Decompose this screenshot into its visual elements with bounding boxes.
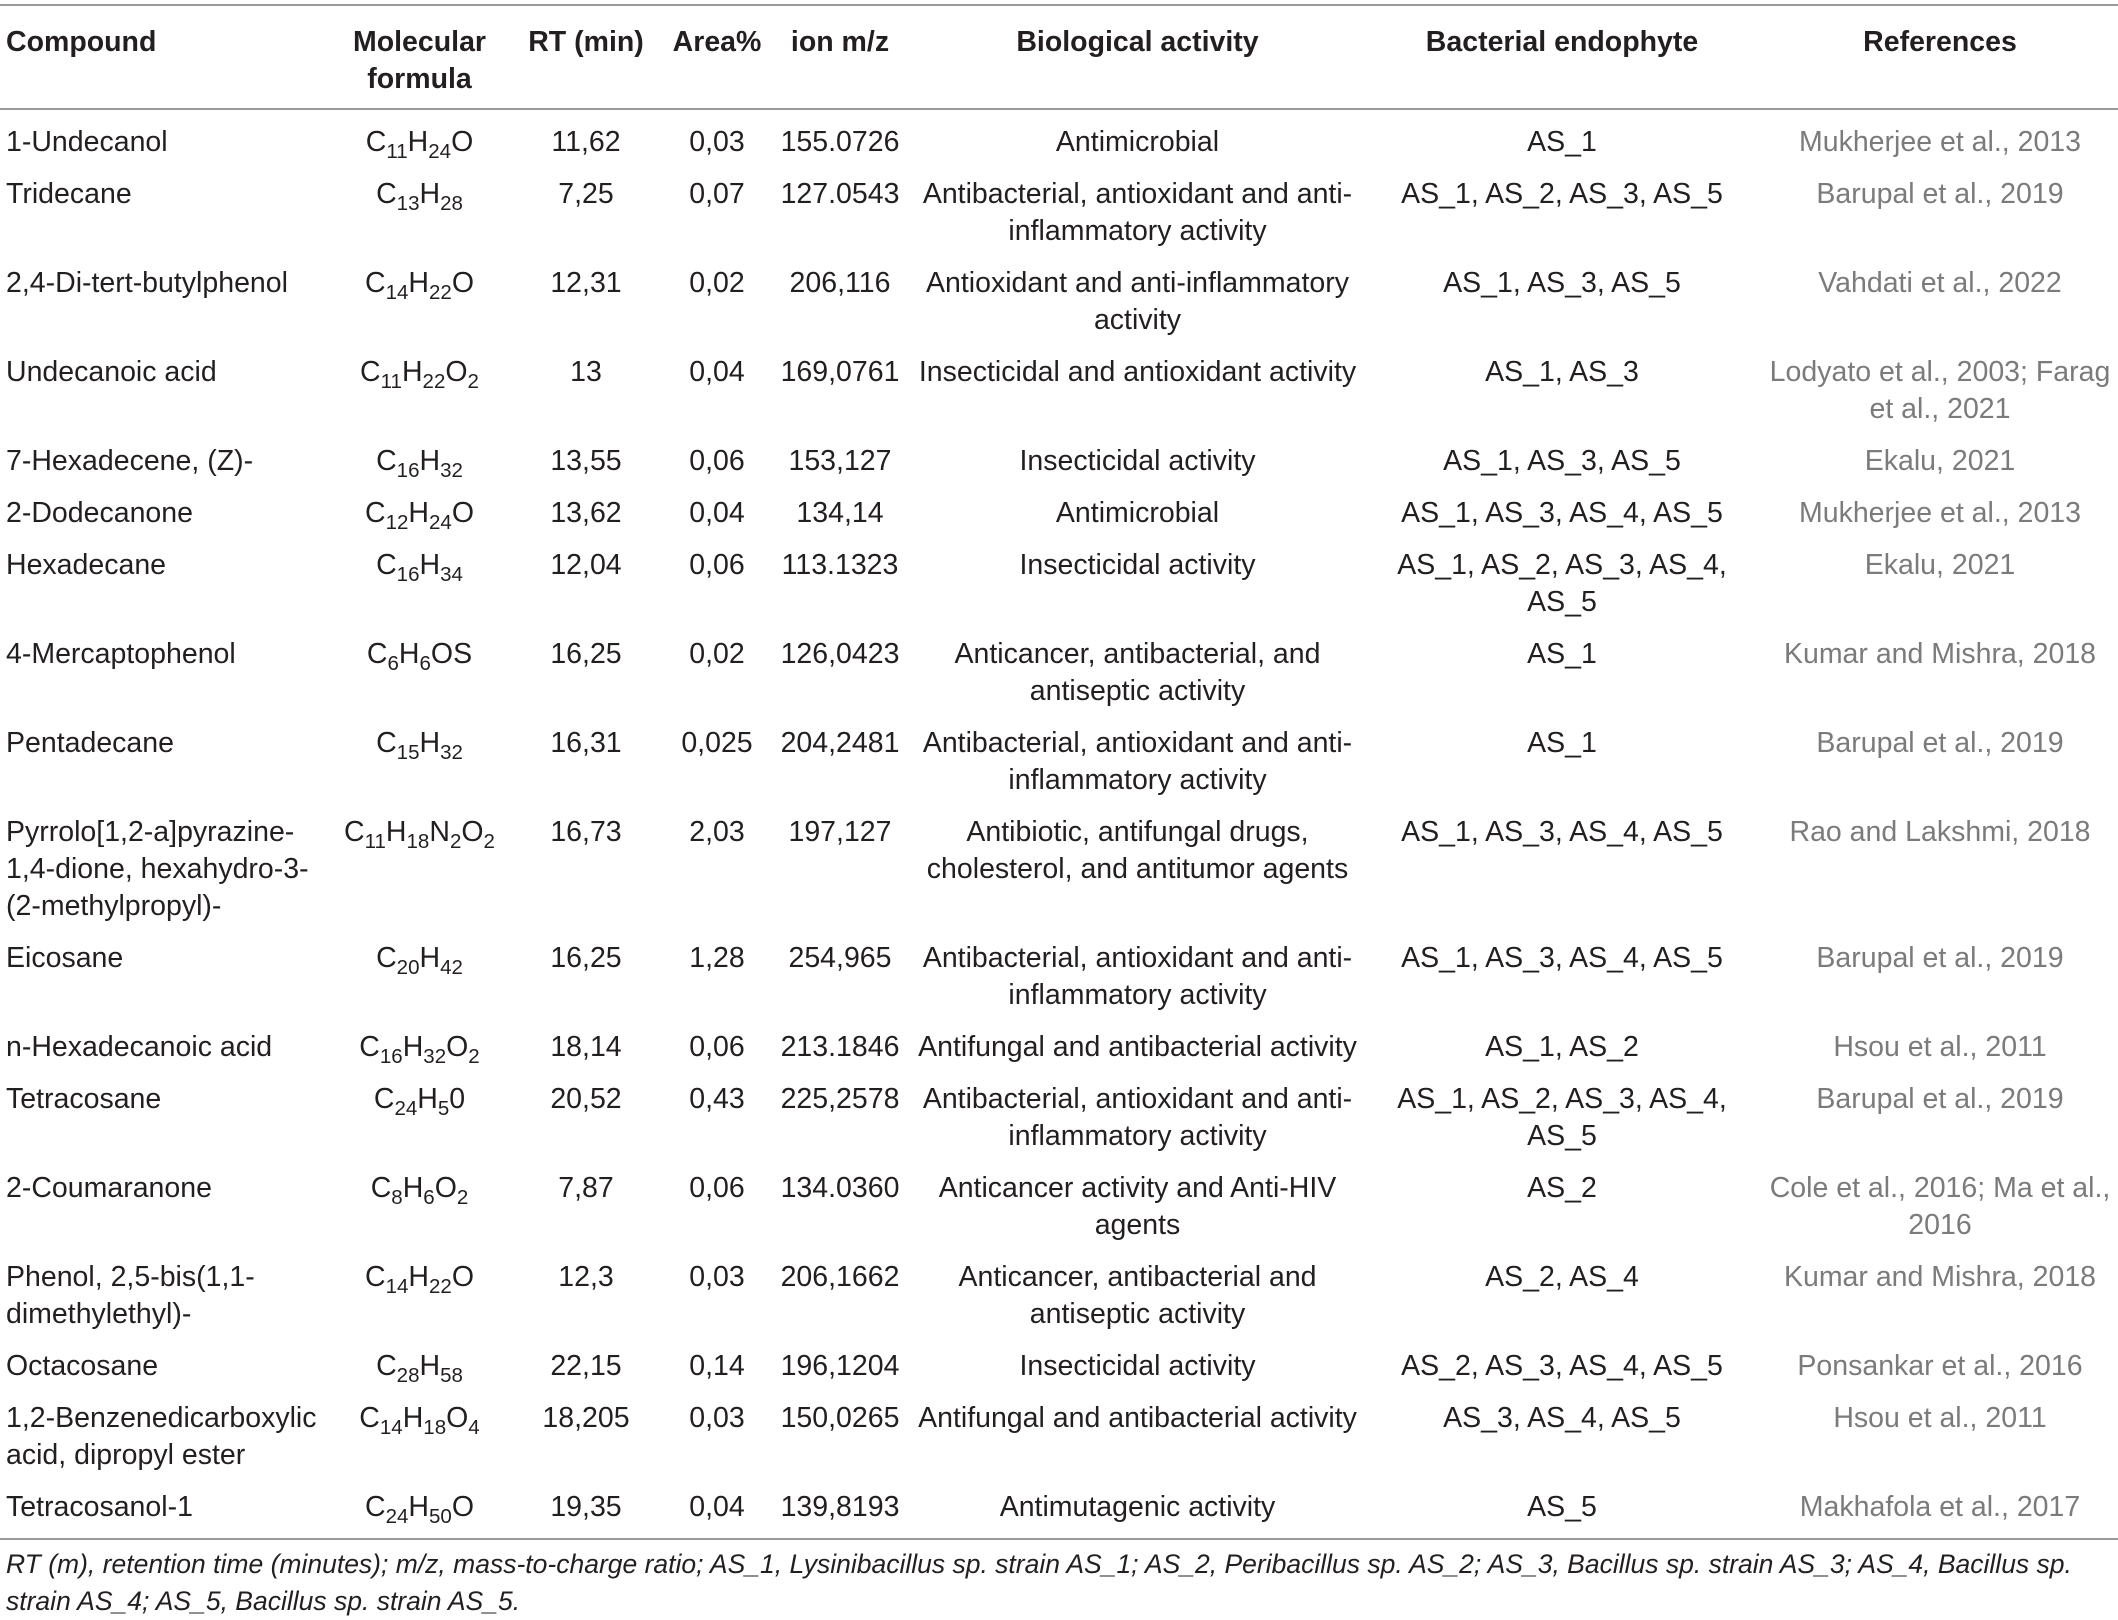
cell-bacterial-endophyte: AS_2, AS_4 [1485,1261,1639,1293]
cell-area: 0,04 [689,497,745,529]
formula-element: C [344,816,365,848]
formula-subscript: 18 [406,829,430,853]
cell-references: Rao and Lakshmi, 2018 [1789,816,2091,848]
table-footnote: RT (m), retention time (minutes); m/z, mass-to-charge ratio; AS_1, Lysinibacillus sp. strain AS_1; AS_2, Peribacillus sp. AS_2; AS_3, Bacillus sp. strain AS_3; AS_4, Bacillus sp. strain AS_4; AS_5, Bacillus sp. strain AS_5. [0,1539,2118,1620]
cell-ion-mz: 206,116 [789,267,891,299]
cell-ion-mz: 169,0761 [780,356,900,388]
cell-ion-mz: 139,8193 [780,1491,900,1523]
header-references: References [1762,5,2118,109]
cell-biological-activity: Antifungal and antibacterial activity [918,1031,1357,1063]
formula-subscript: 4 [468,1415,480,1439]
formula-element: O [446,1402,469,1434]
formula-subscript: 50 [429,1504,452,1528]
cell-rt: 13 [570,356,602,388]
formula-subscript: 24 [385,1504,409,1528]
formula-subscript: 58 [440,1363,463,1387]
formula-element: C [376,1350,397,1382]
table-row [0,629,2118,718]
cell-references: Mukherjee et al., 2013 [1798,497,2081,529]
formula-subscript: 18 [423,1415,447,1439]
cell-molecular-formula [334,1341,505,1393]
header-molecular-formula: Molecular formula [334,5,505,109]
cell-compound: 2-Coumaranone [6,1172,212,1204]
formula-element: C [376,178,397,210]
cell-ion-mz: 126,0423 [780,638,900,670]
cell-references: Ekalu, 2021 [1864,549,2016,581]
cell-compound: Eicosane [6,942,124,974]
formula-subscript: 22 [429,1274,452,1298]
cell-biological-activity: Insecticidal activity [1019,445,1256,477]
formula-element: H [408,1261,429,1293]
cell-ion-mz: 225,2578 [780,1083,900,1115]
compounds-table [0,4,2118,1620]
formula-element: O [434,1172,457,1204]
formula-subscript: 6 [387,651,399,675]
formula-subscript: 8 [391,1185,403,1209]
table-row [0,540,2118,629]
formula-element: H [419,549,441,581]
header-area: Area% [667,5,767,109]
cell-molecular-formula [334,718,505,807]
cell-ion-mz: 153,127 [788,445,892,477]
cell-biological-activity: Antibacterial, antioxidant and anti-inflammatory activity [922,942,1353,1011]
cell-compound: Tetracosane [6,1083,162,1115]
footnote-row [0,1539,2118,1620]
table-body [0,109,2118,1539]
cell-compound: Pyrrolo[1,2-a]pyrazine-1,4-dione, hexahydro-3-(2-methylpropyl)- [6,816,309,922]
header-biological-activity: Biological activity [913,5,1362,109]
cell-references: Makhafola et al., 2017 [1799,1491,2081,1523]
formula-element: H [407,126,429,158]
cell-ion-mz: 196,1204 [780,1350,900,1382]
formula-element: C [376,942,397,974]
formula-subscript: 42 [440,955,463,979]
formula-element: C [359,1031,380,1063]
table-row [0,933,2118,1022]
cell-rt: 22,15 [550,1350,622,1382]
cell-molecular-formula [334,1252,505,1341]
cell-bacterial-endophyte: AS_1, AS_2, AS_3, AS_4, AS_5 [1397,1083,1727,1152]
cell-area: 0,06 [689,1031,745,1063]
cell-ion-mz: 204,2481 [780,727,900,759]
cell-biological-activity: Insecticidal activity [1019,549,1256,581]
formula-subscript: 11 [364,829,386,853]
cell-area: 0,02 [689,638,745,670]
cell-rt: 13,55 [550,445,622,477]
cell-rt: 12,31 [550,267,622,299]
table-row [0,1393,2118,1482]
cell-biological-activity: Anticancer activity and Anti-HIV agents [938,1172,1337,1241]
formula-subscript: 32 [440,458,463,482]
formula-element: O [451,267,474,299]
formula-subscript: 2 [449,829,462,853]
formula-element: O [446,1031,469,1063]
formula-subscript: 6 [419,651,431,675]
cell-bacterial-endophyte: AS_1, AS_2, AS_3, AS_4, AS_5 [1397,549,1727,618]
cell-bacterial-endophyte: AS_1, AS_2 [1485,1031,1639,1063]
formula-subscript: 32 [440,740,463,764]
cell-molecular-formula [334,933,505,1022]
formula-subscript: 34 [440,562,463,586]
cell-references: Mukherjee et al., 2013 [1798,126,2081,158]
cell-references: Hsou et al., 2011 [1833,1402,2047,1434]
cell-molecular-formula [334,629,505,718]
cell-references: Ponsankar et al., 2016 [1797,1350,2083,1382]
formula-element: H [408,267,429,299]
header-ion-mz: ion m/z [767,5,913,109]
cell-rt: 18,14 [550,1031,622,1063]
cell-molecular-formula [334,347,505,436]
formula-element: H [419,727,441,759]
table-row [0,807,2118,933]
cell-bacterial-endophyte: AS_1, AS_3, AS_4, AS_5 [1401,816,1723,848]
cell-molecular-formula [334,109,505,169]
cell-rt: 7,25 [558,178,614,210]
cell-compound: Tridecane [6,178,132,210]
cell-rt: 16,73 [550,816,622,848]
formula-element: H [417,1083,438,1115]
cell-molecular-formula [334,1022,505,1074]
cell-ion-mz: 213.1846 [780,1031,900,1063]
cell-references: Kumar and Mishra, 2018 [1783,1261,2097,1293]
formula-subscript: 12 [385,510,409,534]
table-row [0,1252,2118,1341]
cell-ion-mz: 254,965 [788,942,892,974]
cell-area: 0,03 [689,1402,745,1434]
cell-references: Lodyato et al., 2003; Farag et al., 2021 [1769,356,2111,425]
formula-element: H [402,1172,424,1204]
cell-compound: 1-Undecanol [6,126,168,158]
header-rt: RT (min) [505,5,667,109]
cell-molecular-formula [334,488,505,540]
cell-area: 0,14 [689,1350,745,1382]
table-row [0,1022,2118,1074]
table-row [0,109,2118,169]
formula-subscript: 22 [429,280,452,304]
formula-element: C [376,549,397,581]
formula-element: C [364,1491,386,1523]
cell-molecular-formula [334,540,505,629]
cell-references: Barupal et al., 2019 [1816,1083,2064,1115]
formula-element: 0 [449,1083,466,1115]
formula-element: H [408,497,429,529]
formula-element: H [402,1402,424,1434]
cell-biological-activity: Anticancer, antibacterial and antiseptic activity [958,1261,1317,1330]
cell-bacterial-endophyte: AS_1 [1527,727,1597,759]
table-row [0,169,2118,258]
cell-area: 2,03 [689,816,745,848]
formula-element: H [401,356,423,388]
cell-molecular-formula [334,1074,505,1163]
formula-subscript: 32 [423,1044,447,1068]
cell-rt: 16,25 [550,942,622,974]
cell-biological-activity: Antibacterial, antioxidant and anti-inflammatory activity [922,1083,1353,1152]
cell-rt: 16,31 [550,727,622,759]
formula-element: C [364,497,386,529]
cell-compound: 7-Hexadecene, (Z)- [6,445,254,477]
formula-element: C [366,638,388,670]
formula-element: C [359,1402,380,1434]
cell-compound: 2,4-Di-tert-butylphenol [6,267,288,299]
cell-rt: 13,62 [550,497,622,529]
cell-ion-mz: 197,127 [788,816,892,848]
cell-compound: Pentadecane [6,727,174,759]
cell-references: Kumar and Mishra, 2018 [1783,638,2097,670]
cell-bacterial-endophyte: AS_1, AS_3 [1485,356,1639,388]
cell-ion-mz: 134.0360 [780,1172,900,1204]
formula-subscript: 22 [422,369,446,393]
cell-bacterial-endophyte: AS_1, AS_2, AS_3, AS_5 [1401,178,1723,210]
cell-compound: Undecanoic acid [6,356,217,388]
cell-biological-activity: Antibacterial, antioxidant and anti-inflammatory activity [922,178,1353,247]
cell-biological-activity: Antioxidant and anti-inflammatory activity [926,267,1349,336]
formula-subscript: 13 [396,191,420,215]
cell-references: Ekalu, 2021 [1864,445,2016,477]
cell-area: 0,07 [689,178,745,210]
formula-subscript: 16 [379,1044,403,1068]
table-row [0,718,2118,807]
cell-bacterial-endophyte: AS_1, AS_3, AS_5 [1443,445,1681,477]
formula-element: C [370,1172,392,1204]
cell-bacterial-endophyte: AS_2, AS_3, AS_4, AS_5 [1401,1350,1723,1382]
formula-element: O [451,1261,474,1293]
formula-element: H [402,1031,424,1063]
cell-compound: 1,2-Benzenedicarboxylic acid, dipropyl ester [6,1402,317,1471]
cell-area: 0,06 [689,1172,745,1204]
formula-element: O [461,816,484,848]
cell-references: Barupal et al., 2019 [1816,942,2064,974]
formula-subscript: 2 [483,829,495,853]
cell-bacterial-endophyte: AS_5 [1527,1491,1597,1523]
formula-element: O [445,356,468,388]
header-bacterial-endophyte: Bacterial endophyte [1362,5,1762,109]
cell-area: 0,06 [689,445,745,477]
cell-rt: 16,25 [550,638,622,670]
table-row [0,436,2118,488]
formula-subscript: 14 [379,1415,403,1439]
formula-subscript: 14 [385,280,409,304]
cell-biological-activity: Antifungal and antibacterial activity [918,1402,1357,1434]
cell-bacterial-endophyte: AS_1, AS_3, AS_4, AS_5 [1401,497,1723,529]
cell-biological-activity: Anticancer, antibacterial, and antiseptic activity [954,638,1321,707]
cell-bacterial-endophyte: AS_1, AS_3, AS_4, AS_5 [1401,942,1723,974]
cell-ion-mz: 113.1323 [781,549,899,581]
formula-element: C [365,126,387,158]
formula-element: H [419,178,441,210]
cell-area: 0,03 [689,126,745,158]
formula-subscript: 2 [467,369,479,393]
table-row [0,1482,2118,1539]
formula-subscript: 14 [385,1274,409,1298]
cell-biological-activity: Antibiotic, antifungal drugs, cholesterol, and antitumor agents [926,816,1349,885]
cell-ion-mz: 206,1662 [780,1261,900,1293]
formula-subscript: 24 [394,1096,418,1120]
cell-bacterial-endophyte: AS_3, AS_4, AS_5 [1443,1402,1681,1434]
cell-compound: Phenol, 2,5-bis(1,1-dimethylethyl)- [6,1261,255,1330]
formula-subscript: 20 [396,955,420,979]
cell-bacterial-endophyte: AS_1 [1527,638,1597,670]
cell-biological-activity: Antibacterial, antioxidant and anti-inflammatory activity [922,727,1353,796]
cell-references: Barupal et al., 2019 [1816,727,2064,759]
cell-references: Cole et al., 2016; Ma et al., 2016 [1769,1172,2111,1241]
cell-compound: Octacosane [6,1350,159,1382]
formula-element: H [419,942,441,974]
cell-ion-mz: 155.0726 [780,126,900,158]
formula-subscript: 24 [429,510,452,534]
cell-biological-activity: Antimutagenic activity [999,1491,1276,1523]
formula-element: O [451,126,474,158]
cell-biological-activity: Antimicrobial [1055,497,1220,529]
table-row [0,258,2118,347]
cell-bacterial-endophyte: AS_1, AS_3, AS_5 [1443,267,1681,299]
table-row [0,1163,2118,1252]
formula-subscript: 2 [456,1185,469,1209]
cell-bacterial-endophyte: AS_2 [1527,1172,1597,1204]
formula-element: C [373,1083,395,1115]
formula-element: H [419,445,441,477]
table-row [0,1074,2118,1163]
cell-molecular-formula [334,1393,505,1482]
formula-subscript: 16 [396,458,420,482]
formula-element: H [385,816,407,848]
formula-element: O [451,497,474,529]
cell-biological-activity: Insecticidal and antioxidant activity [918,356,1357,388]
formula-element: H [408,1491,429,1523]
cell-ion-mz: 134,14 [796,497,884,529]
cell-rt: 12,04 [550,549,622,581]
cell-ion-mz: 150,0265 [780,1402,900,1434]
cell-molecular-formula [334,1482,505,1539]
cell-compound: Hexadecane [6,549,167,581]
cell-rt: 19,35 [550,1491,622,1523]
formula-element: H [419,1350,441,1382]
cell-area: 0,025 [681,727,753,759]
formula-subscript: 15 [396,740,420,764]
formula-subscript: 28 [396,1363,420,1387]
cell-rt: 11,62 [551,126,621,158]
cell-area: 1,28 [689,942,745,974]
formula-subscript: 5 [437,1096,450,1120]
cell-compound: n-Hexadecanoic acid [6,1031,273,1063]
cell-area: 0,02 [689,267,745,299]
cell-rt: 12,3 [558,1261,614,1293]
formula-subscript: 28 [440,191,463,215]
table-row [0,347,2118,436]
cell-area: 0,43 [689,1083,745,1115]
cell-references: Hsou et al., 2011 [1833,1031,2047,1063]
formula-element: C [376,445,397,477]
cell-bacterial-endophyte: AS_1 [1527,126,1597,158]
formula-element: C [364,267,386,299]
formula-element: C [360,356,381,388]
header-row [0,5,2118,109]
cell-rt: 7,87 [558,1172,614,1204]
cell-biological-activity: Insecticidal activity [1019,1350,1256,1382]
table-row [0,1341,2118,1393]
formula-element: N [429,816,450,848]
formula-subscript: 24 [428,139,452,163]
formula-element: C [376,727,397,759]
cell-compound: 4-Mercaptophenol [6,638,236,670]
cell-area: 0,06 [689,549,745,581]
formula-element: O [451,1491,474,1523]
cell-area: 0,04 [689,356,745,388]
cell-molecular-formula [334,436,505,488]
cell-molecular-formula [334,1163,505,1252]
cell-molecular-formula [334,169,505,258]
formula-element: H [398,638,420,670]
cell-area: 0,03 [689,1261,745,1293]
cell-biological-activity: Antimicrobial [1055,126,1220,158]
cell-references: Vahdati et al., 2022 [1818,267,2062,299]
cell-ion-mz: 127.0543 [780,178,900,210]
cell-compound: Tetracosanol-1 [6,1491,193,1523]
cell-rt: 20,52 [550,1083,622,1115]
formula-subscript: 16 [396,562,420,586]
formula-subscript: 11 [380,369,402,393]
cell-area: 0,04 [689,1491,745,1523]
cell-compound: 2-Dodecanone [6,497,193,529]
formula-subscript: 11 [386,139,408,163]
table-row [0,488,2118,540]
formula-element: C [364,1261,386,1293]
cell-molecular-formula [334,807,505,933]
formula-element: OS [430,638,473,670]
cell-references: Barupal et al., 2019 [1816,178,2064,210]
cell-rt: 18,205 [542,1402,630,1434]
formula-subscript: 6 [423,1185,435,1209]
cell-molecular-formula [334,258,505,347]
formula-subscript: 2 [468,1044,480,1068]
header-compound: Compound [0,5,334,109]
